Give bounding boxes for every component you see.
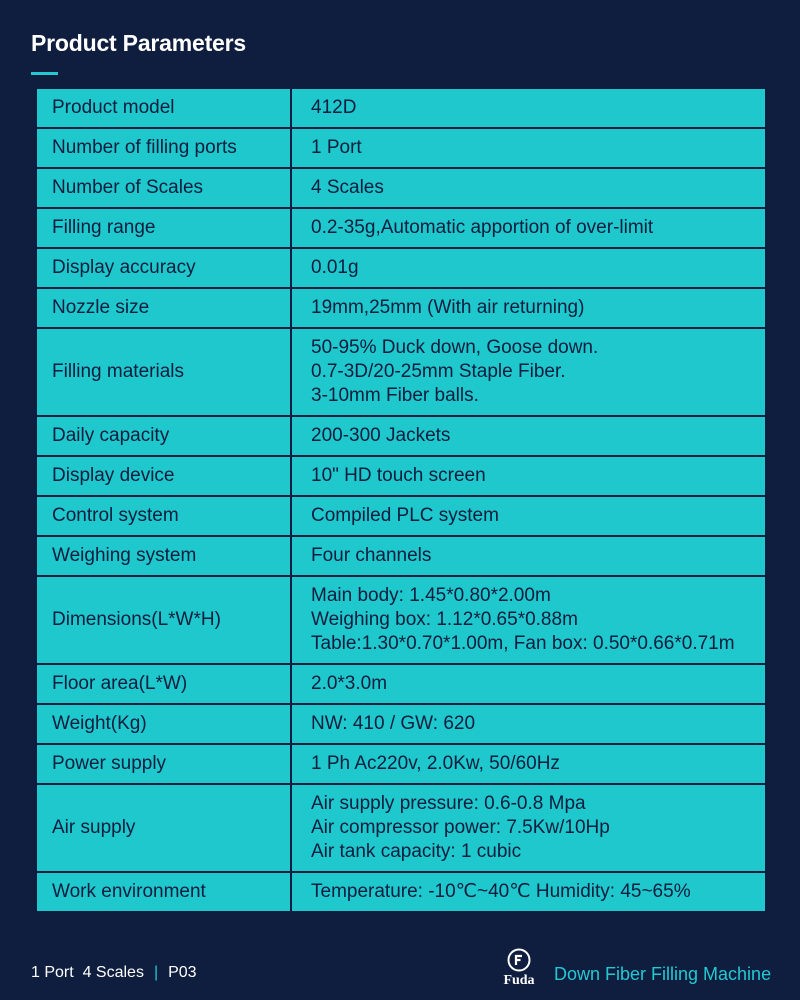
param-value-line: Air supply pressure: 0.6-0.8 Mpa [311,793,586,814]
footer-separator: | [153,964,159,981]
param-value-line: Main body: 1.45*0.80*2.00m [311,585,551,606]
table-row [36,168,766,208]
fuda-logo-icon [507,948,531,972]
param-value-line: 19mm,25mm (With air returning) [311,297,585,318]
param-value [291,744,766,784]
param-value-line: 0.7-3D/20-25mm Staple Fiber. [311,361,566,382]
table-row [36,248,766,288]
param-label: Control system [36,496,291,536]
footer-spec-text: 1 Port 4 Scales [31,964,144,981]
param-value-line: Temperature: -10℃~40℃ Humidity: 45~65% [311,881,691,902]
parameters-table [35,87,767,913]
param-value [291,328,766,416]
param-value-line: 3-10mm Fiber balls. [311,385,479,406]
param-value-line: 2.0*3.0m [311,673,388,694]
param-value [291,168,766,208]
param-value [291,664,766,704]
page-number: P03 [168,964,197,981]
param-label: Air supply [36,784,291,872]
brand-logo [500,948,540,992]
param-value-line: 4 Scales [311,177,384,198]
param-value-line: 1 Ph Ac220v, 2.0Kw, 50/60Hz [311,753,560,774]
param-label: Display accuracy [36,248,291,288]
param-value-line: 0.01g [311,257,359,278]
table-row [36,744,766,784]
param-label: Number of filling ports [36,128,291,168]
param-label: Product model [36,88,291,128]
table-row [36,784,766,872]
param-value [291,88,766,128]
table-row [36,208,766,248]
param-label: Work environment [36,872,291,912]
param-value [291,496,766,536]
param-label: Dimensions(L*W*H) [36,576,291,664]
param-label: Power supply [36,744,291,784]
param-label: Floor area(L*W) [36,664,291,704]
param-value [291,208,766,248]
param-label: Weighing system [36,536,291,576]
page-title: Product Parameters [31,30,246,56]
table-row [36,288,766,328]
param-value [291,248,766,288]
product-name: Down Fiber Filling Machine [554,964,772,984]
title-underline [31,72,58,75]
param-value-line: 50-95% Duck down, Goose down. [311,337,599,358]
param-value-line: Weighing box: 1.12*0.65*0.88m [311,609,578,630]
table-row [36,704,766,744]
param-label: Display device [36,456,291,496]
param-value [291,128,766,168]
table-row [36,128,766,168]
param-value-line: 412D [311,97,357,118]
param-value-line: 0.2-35g,Automatic apportion of over-limit [311,217,654,238]
footer-spec [31,964,197,982]
param-value-line: Four channels [311,545,432,566]
param-value [291,784,766,872]
table-row [36,536,766,576]
table-row [36,456,766,496]
param-value [291,576,766,664]
param-value-line: 1 Port [311,137,362,158]
param-value-line: Air compressor power: 7.5Kw/10Hp [311,817,610,838]
table-row [36,88,766,128]
param-value-line: NW: 410 / GW: 620 [311,713,476,734]
param-value [291,456,766,496]
table-row [36,664,766,704]
param-value-line: Table:1.30*0.70*1.00m, Fan box: 0.50*0.66*0.71m [311,633,735,654]
param-label: Weight(Kg) [36,704,291,744]
param-label: Nozzle size [36,288,291,328]
table-row [36,416,766,456]
param-label: Filling range [36,208,291,248]
param-value [291,416,766,456]
brand-logo-text: Fuda [503,973,535,988]
param-label: Filling materials [36,328,291,416]
table-row [36,328,766,416]
param-label: Daily capacity [36,416,291,456]
table-row [36,576,766,664]
param-value [291,288,766,328]
param-value-line: Air tank capacity: 1 cubic [311,841,522,862]
param-label: Number of Scales [36,168,291,208]
param-value [291,536,766,576]
table-row [36,872,766,912]
param-value [291,704,766,744]
table-row [36,496,766,536]
param-value [291,872,766,912]
param-value-line: Compiled PLC system [311,505,499,526]
param-value-line: 10" HD touch screen [311,465,486,486]
param-value-line: 200-300 Jackets [311,425,451,446]
